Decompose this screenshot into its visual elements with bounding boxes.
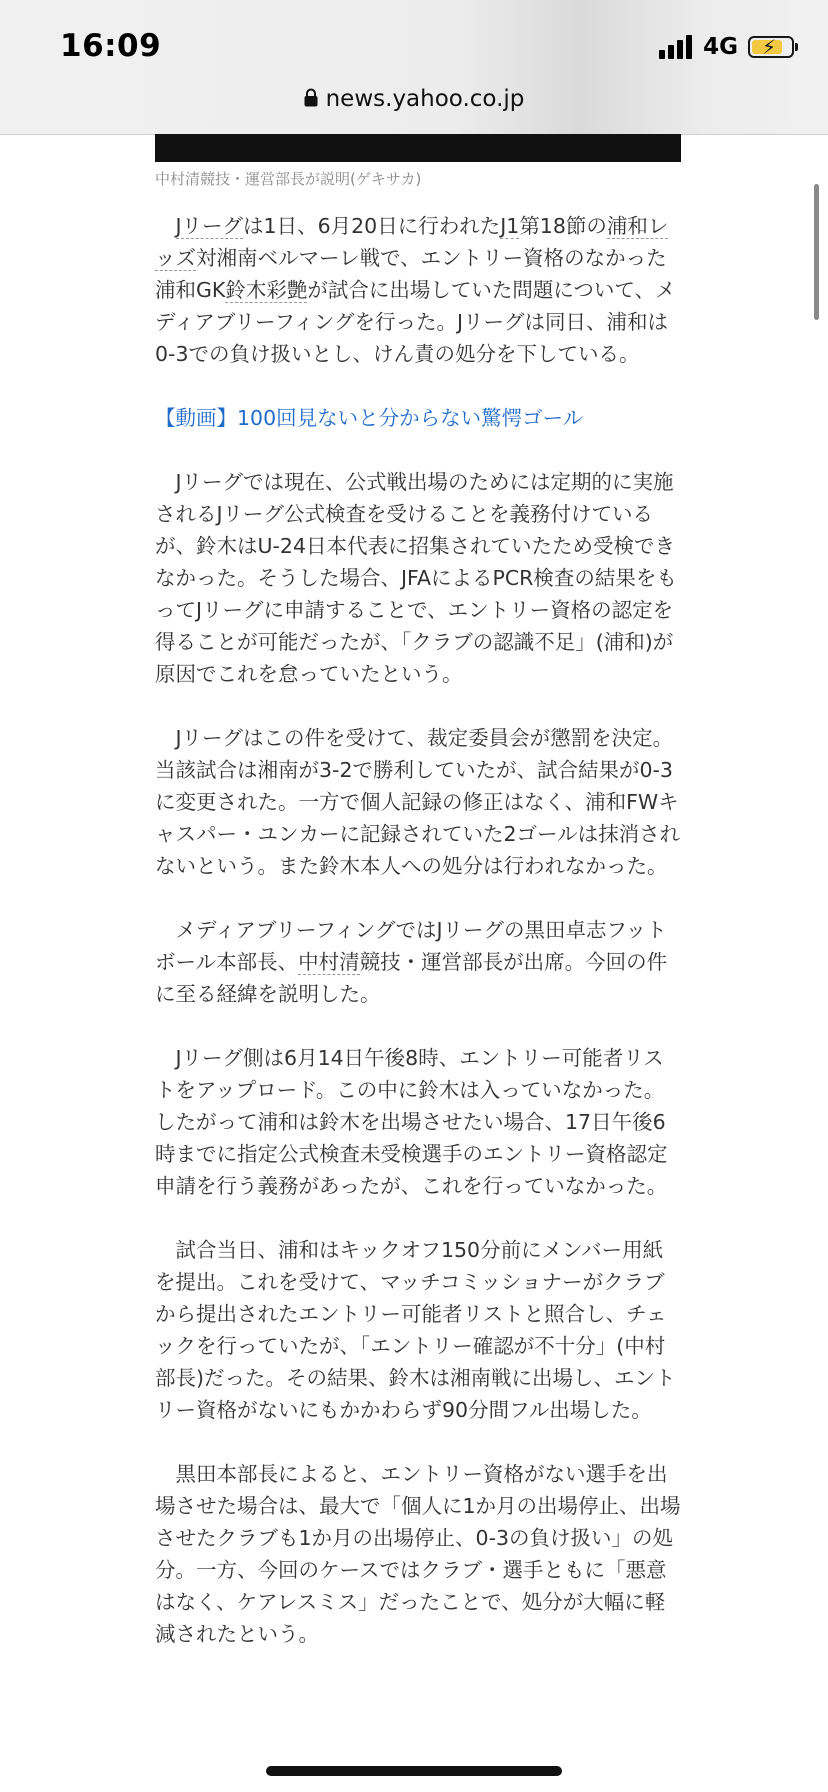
article-paragraph [155,210,683,370]
battery-icon [748,36,794,58]
paragraph-text: が試合に出場していた問題について、メディアブリーフィングを行った。Jリーグは同日、浦和は0-3での負け扱いとし、けん責の処分を下している。 [155,278,676,366]
photo-caption: 中村清競技・運営部長が説明(ゲキサカ) [155,170,422,188]
article-paragraph: Jリーグ側は6月14日午後8時、エントリー可能者リストをアップロード。この中に鈴木は入っていなかった。したがって浦和は鈴木を出場させたい場合、17日午後6時までに指定公式検査未受検選手のエントリー資格認定申請を行う義務があったが、これを行っていなかった。 [155,1046,668,1198]
paragraph-text: メディアブリーフィングではJリーグの黒田卓志フットボール本部長、 [155,918,667,974]
keyword-link[interactable]: J1 [500,214,520,238]
paragraph-text: 競技・運営部長が出席。今回の件に至る経緯を説明した。 [155,950,668,1006]
charging-bolt-icon: ⚡ [762,35,777,59]
cellular-signal-icon [659,35,695,59]
article-photo [155,134,681,162]
article-paragraph: 試合当日、浦和はキックオフ150分前にメンバー用紙を提出。これを受けて、マッチコミッショナーがクラブから提出されたエントリー可能者リストと照合し、チェックを行っていたが、「エントリー確認が不十分」(中村部長)だった。その結果、鈴木は湘南戦に出場し、エントリー資格がないにもかかわらず90分間フル出場した。 [155,1238,676,1422]
article-paragraph: Jリーグでは現在、公式戦出場のためには定期的に実施されるJリーグ公式検査を受けることを義務付けているが、鈴木はU-24日本代表に招集されていたため受検できなかった。そうした場合、JFAによるPCR検査の結果をもってJリーグに申請することで、エントリー資格の認定を得ることが可能だったが、「クラブの認識不足」(浦和)が原因でこれを怠っていたという。 [155,470,677,686]
home-indicator[interactable] [266,1766,562,1776]
status-icons [659,32,794,62]
browser-chrome [0,0,828,135]
network-type: 4G [703,34,738,60]
article-paragraph: 黒田本部長によると、エントリー資格がない選手を出場させた場合は、最大で「個人に1か月の出場停止、出場させたクラブも1か月の出場停止、0-3の負け扱い」の処分。一方、今回のケースではクラブ・選手ともに「悪意はなく、ケアレスミス」だったことで、処分が大幅に軽減されたという。 [155,1462,681,1646]
video-link[interactable]: 【動画】100回見ないと分からない驚愕ゴール [155,406,584,430]
keyword-link[interactable]: 浦和レッズ [155,214,669,270]
keyword-link[interactable]: 鈴木彩艶 [225,278,308,302]
lock-icon [304,87,318,113]
paragraph-text: は1日、6月20日に行われた [243,214,501,238]
video-link-paragraph [155,402,683,434]
url-text: news.yahoo.co.jp [325,86,525,112]
article-paragraph [155,914,683,1010]
article-paragraph: Jリーグはこの件を受けて、裁定委員会が懲罰を決定。当該試合は湘南が3-2で勝利していたが、試合結果が0-3に変更された。一方で個人記録の修正はなく、浦和FWキャスパー・ユンカーに記録されていた2ゴールは抹消されないという。また鈴木本人への処分は行われなかった。 [155,726,681,878]
keyword-link[interactable]: Jリーグ [175,214,244,238]
paragraph-text: 対湘南ベルマーレ戦で、エントリー資格のなかった浦和GK [155,246,667,302]
keyword-link[interactable]: 中村清 [298,950,360,974]
paragraph-text: 第18節の [519,214,607,238]
address-bar[interactable] [0,86,828,113]
scrollbar[interactable] [814,184,819,320]
article-body [155,210,683,1682]
status-time: 16:09 [60,28,162,64]
